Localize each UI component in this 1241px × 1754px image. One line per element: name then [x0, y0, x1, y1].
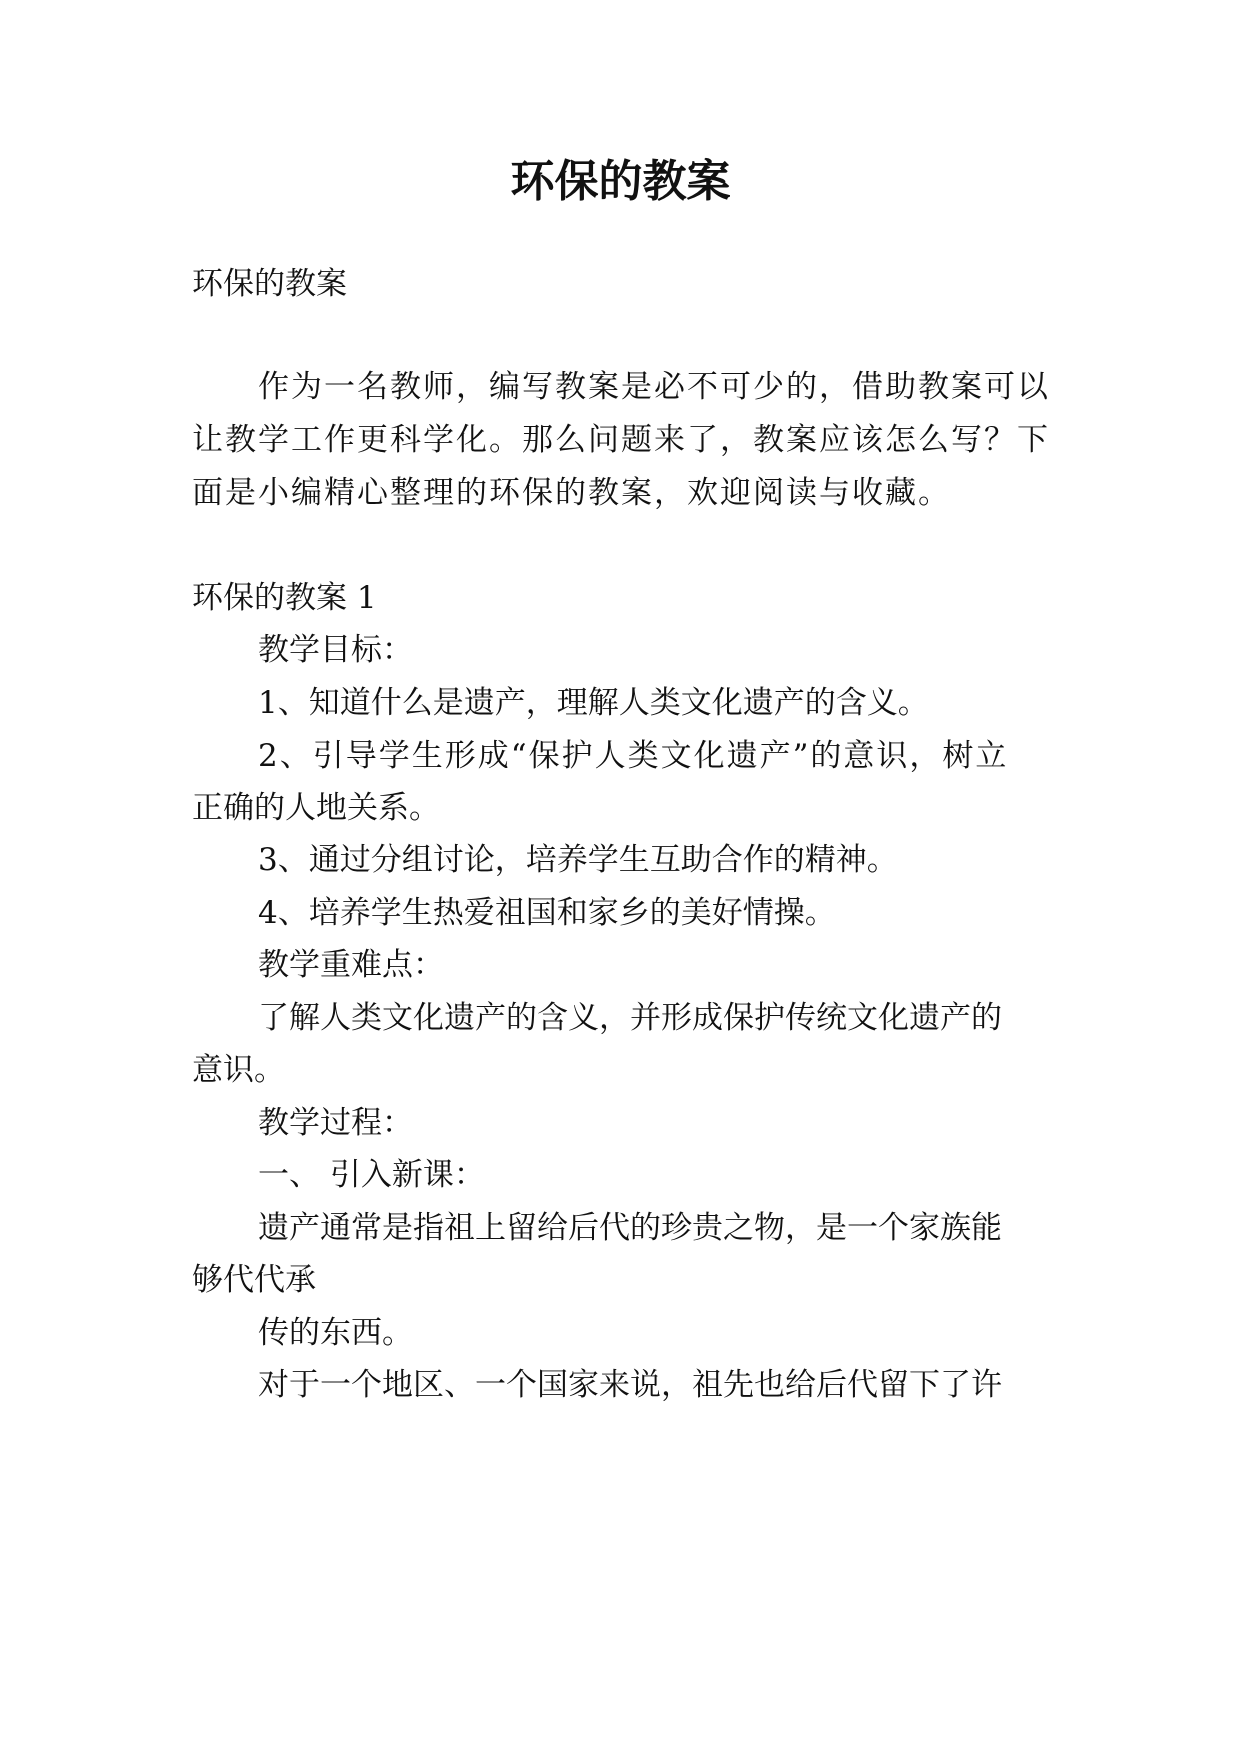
- body-line: 教学目标：: [258, 632, 413, 668]
- body-line: 4、培养学生热爱祖国和家乡的美好情操。: [258, 895, 836, 931]
- intro-line: 作为一名教师，编写教案是必不可少的，借助教案可以: [258, 369, 1050, 405]
- body-line: 意识。: [192, 1052, 285, 1088]
- body-line: 了解人类文化遗产的含义，并形成保护传统文化遗产的: [258, 1000, 1002, 1036]
- body-line: 2、引导学生形成“保护人类文化遗产”的意识，树立: [258, 738, 1009, 774]
- document-subtitle: 环保的教案: [192, 266, 347, 302]
- body-line: 1、知道什么是遗产，理解人类文化遗产的含义。: [258, 685, 929, 721]
- body-line: 教学过程：: [258, 1105, 413, 1141]
- intro-line: 让教学工作更科学化。那么问题来了，教案应该怎么写？下: [192, 422, 1050, 458]
- intro-line: 面是小编精心整理的环保的教案，欢迎阅读与收藏。: [192, 475, 951, 511]
- body-line: 传的东西。: [258, 1315, 413, 1351]
- body-line: 3、通过分组讨论，培养学生互助合作的精神。: [258, 842, 898, 878]
- page-title: 环保的教案: [510, 156, 731, 207]
- section-heading: 环保的教案 1: [192, 580, 377, 616]
- body-line: 够代代承: [192, 1262, 316, 1298]
- body-line: 对于一个地区、一个国家来说，祖先也给后代留下了许: [258, 1367, 1002, 1403]
- body-line: 正确的人地关系。: [192, 790, 440, 826]
- body-line: 遗产通常是指祖上留给后代的珍贵之物，是一个家族能: [258, 1210, 1002, 1246]
- body-line: 教学重难点：: [258, 947, 444, 983]
- body-line: 一、 引入新课：: [258, 1157, 485, 1193]
